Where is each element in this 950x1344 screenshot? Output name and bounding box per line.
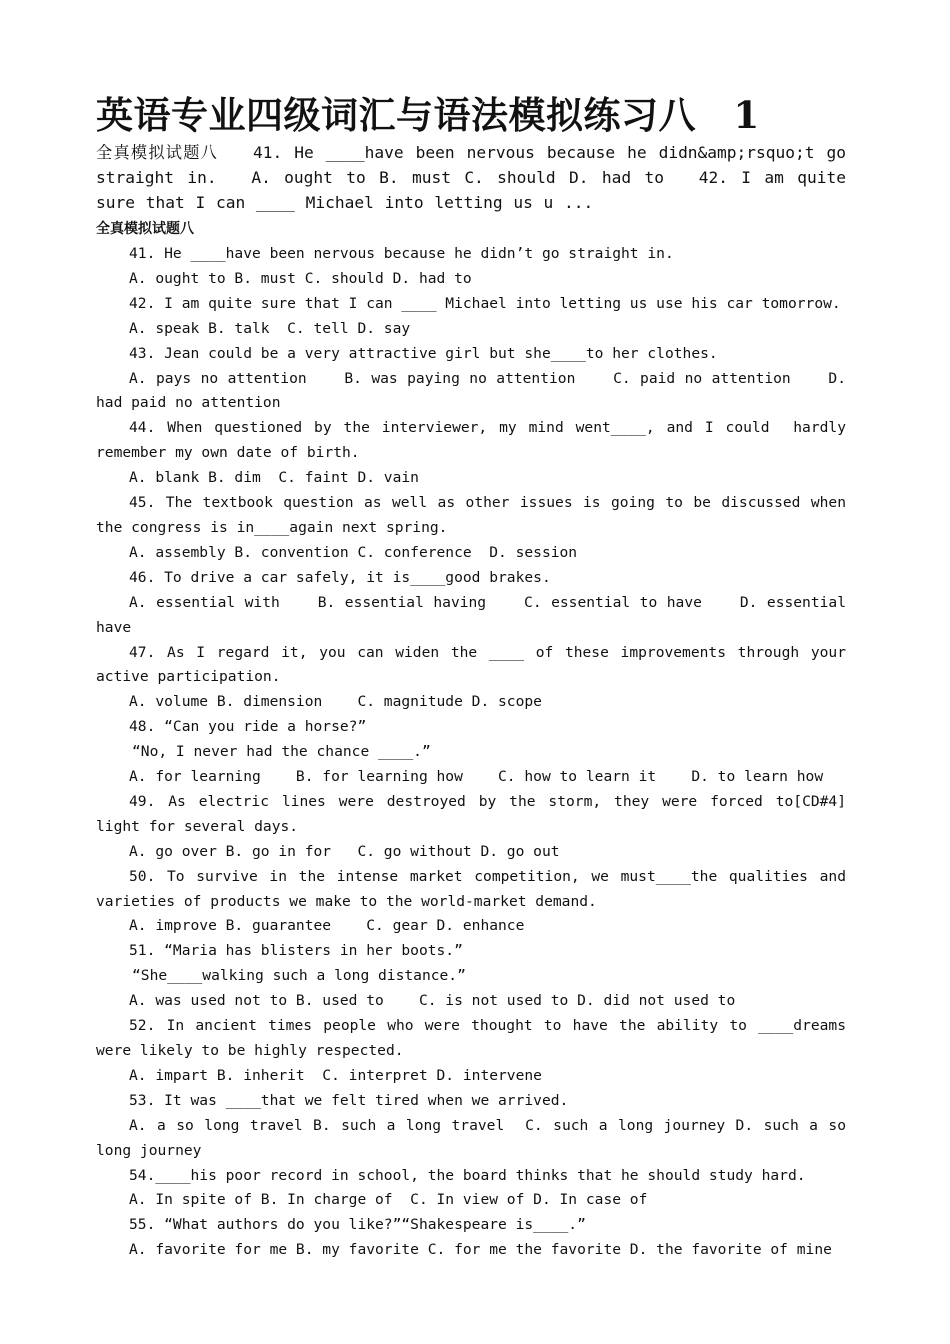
question-51: 51. “Maria has blisters in her boots.” xyxy=(129,942,463,960)
options-51: A. was used not to B. used to C. is not used to D. did not used to xyxy=(129,992,736,1010)
question-50: 50. To survive in the intense market competition, we must____the qualities and varieties of products we make to the world-market demand. xyxy=(96,867,855,910)
question-41: 41. He ____have been nervous because he didn’t go straight in. xyxy=(129,245,674,262)
question-list xyxy=(96,242,855,1263)
options-53: A. a so long travel B. such a long travel C. such a long journey D. such a so long journey xyxy=(96,1116,855,1159)
question-44: 44. When questioned by the interviewer, my mind went____, and I could hardly remember my own date of birth. xyxy=(96,419,855,462)
document-page xyxy=(96,92,855,1263)
options-50: A. improve B. guarantee C. gear D. enhance xyxy=(129,917,525,935)
options-49: A. go over B. go in for C. go without D. go out xyxy=(129,842,560,860)
options-42: A. speak B. talk C. tell D. say xyxy=(129,319,411,337)
options-44: A. blank B. dim C. faint D. vain xyxy=(129,469,419,487)
question-42: 42. I am quite sure that I can ____ Michael into letting us use his car tomorrow. xyxy=(129,294,841,312)
options-46: A. essential with B. essential having C. essential to have D. essential have xyxy=(96,593,855,636)
question-45: 45. The textbook question as well as other issues is going to be discussed when the congress is in____again next spring. xyxy=(96,494,855,536)
question-54: 54.____his poor record in school, the board thinks that he should study hard. xyxy=(129,1166,806,1184)
options-41: A. ought to B. must C. should D. had to xyxy=(129,269,472,287)
options-45: A. assembly B. convention C. conference D. session xyxy=(129,543,578,561)
question-51-reply: “She____walking such a long distance.” xyxy=(132,967,466,985)
question-47: 47. As I regard it, you can widen the ____ of these improvements through your active participation. xyxy=(96,643,855,686)
question-55: 55. “What authors do you like?”“Shakespeare is____.” xyxy=(129,1216,586,1234)
document-title: 英语专业四级词汇与语法模拟练习八 1 xyxy=(96,93,760,137)
question-48: 48. “Can you ride a horse?” xyxy=(129,718,367,736)
options-55: A. favorite for me B. my favorite C. for me the favorite D. the favorite of mine xyxy=(129,1241,832,1259)
options-47: A. volume B. dimension C. magnitude D. scope xyxy=(129,693,542,711)
question-53: 53. It was ____that we felt tired when we arrived. xyxy=(129,1091,569,1109)
question-46: 46. To drive a car safely, it is____good brakes. xyxy=(129,568,551,586)
question-52: 52. In ancient times people who were thought to have the ability to ____dreams were likely to be highly respected. xyxy=(96,1017,855,1059)
question-49: 49. As electric lines were destroyed by the storm, they were forced to[CD#4] light for several days. xyxy=(96,792,855,835)
options-54: A. In spite of B. In charge of C. In view of D. In case of xyxy=(129,1191,648,1209)
section-heading: 全真模拟试题八 xyxy=(96,221,194,237)
options-43: A. pays no attention B. was paying no attention C. paid no attention D. had paid no attention xyxy=(96,369,855,412)
document-summary: 全真模拟试题八 41. He ____have been nervous because he didn&amp;rsquo;t go straight in. A. ought to B. must C. should D. had to 42. I am quite sure that I can ____ Michael into letting us u ... xyxy=(96,143,846,212)
options-52: A. impart B. inherit C. interpret D. intervene xyxy=(129,1066,542,1084)
question-48-reply: “No, I never had the chance ____.” xyxy=(132,743,431,761)
question-43: 43. Jean could be a very attractive girl but she____to her clothes. xyxy=(129,344,718,362)
options-48: A. for learning B. for learning how C. how to learn it D. to learn how xyxy=(129,768,824,786)
